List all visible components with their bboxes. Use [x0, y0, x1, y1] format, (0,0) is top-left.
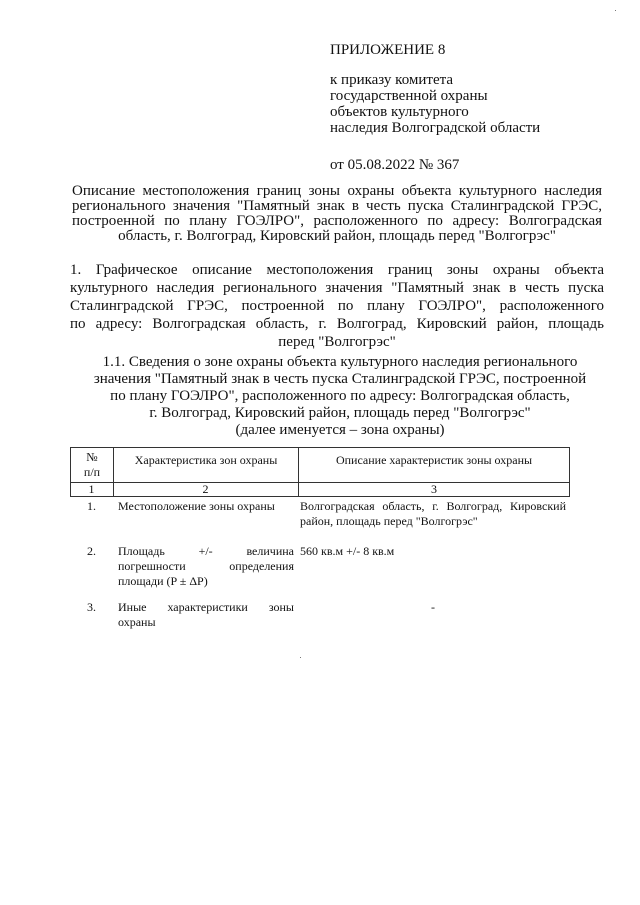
section-1-line: 1. Графическое описание местоположения границ зоны охраны объекта — [70, 262, 604, 278]
header-characteristic: Характеристика зон охраны — [134, 453, 278, 467]
description-heading — [72, 184, 602, 244]
scan-speck — [300, 657, 301, 658]
row-number: 3. — [87, 600, 96, 614]
column-number: 1 — [88, 482, 95, 496]
column-number: 3 — [431, 482, 437, 496]
section-1-1-line: (далее именуется – зона охраны) — [235, 422, 445, 438]
section-1-1-line: г. Волгоград, Кировский район, площадь перед "Волгогрэс" — [149, 405, 531, 421]
appendix-title: ПРИЛОЖЕНИЕ 8 — [330, 42, 446, 58]
row-characteristic: Местоположение зоны охраны — [118, 499, 275, 513]
order-line: объектов культурного — [330, 104, 469, 120]
appendix-block — [330, 42, 540, 173]
section-1-line: культурного наследия регионального значения "Памятный знак в честь пуска — [70, 280, 604, 296]
order-date: от 05.08.2022 № 367 — [330, 157, 460, 173]
section-1-1-line: значения "Памятный знак в честь пуска Сталинградской ГРЭС, построенной — [93, 371, 587, 387]
description-line: регионального значения "Памятный знак в честь пуска Сталинградской ГРЭС, — [72, 198, 602, 214]
header-number: № п/п — [83, 450, 101, 479]
description-line: построенной по плану ГОЭЛРО", расположенного по адресу: Волгоградская — [72, 213, 602, 229]
section-1-line: по адресу: Волгоградская область, г. Волгоград, Кировский район, площадь — [70, 316, 604, 332]
table-border — [70, 447, 570, 448]
row-value: 560 кв.м +/- 8 кв.м — [300, 544, 395, 558]
row-value: - — [431, 600, 435, 614]
description-line: область, г. Волгоград, Кировский район, площадь перед "Волгогрэс" — [118, 228, 556, 244]
order-line: наследия Волгоградской области — [330, 120, 541, 136]
section-1-line: Сталинградской ГРЭС, построенной по плану ГОЭЛРО", расположенного — [70, 298, 604, 314]
zone-table — [70, 447, 570, 629]
section-1-line: перед "Волгогрэс" — [278, 334, 396, 350]
section-1-1-line: 1.1. Сведения о зоне охраны объекта культурного наследия регионального — [102, 354, 578, 370]
section-1-1 — [90, 354, 590, 439]
header-description: Описание характеристик зоны охраны — [335, 453, 533, 467]
description-line: Описание местоположения границ зоны охраны объекта культурного наследия — [72, 183, 602, 199]
scan-speck — [615, 10, 616, 11]
row-number: 1. — [87, 499, 96, 513]
order-line: государственной охраны — [330, 88, 488, 104]
row-characteristic: Площадь +/- величина погрешности определения площади (P ± ΔP) — [118, 544, 294, 588]
row-characteristic: Иные характеристики зоны охраны — [118, 600, 294, 629]
order-line: к приказу комитета — [330, 72, 454, 88]
row-number: 2. — [87, 544, 96, 558]
row-value: Волгоградская область, г. Волгоград, Кировский район, площадь перед "Волгогрэс" — [300, 499, 566, 528]
section-1-1-line: по плану ГОЭЛРО", расположенного по адресу: Волгоградская область, — [110, 388, 570, 404]
section-1 — [70, 261, 604, 351]
column-number: 2 — [202, 482, 209, 496]
